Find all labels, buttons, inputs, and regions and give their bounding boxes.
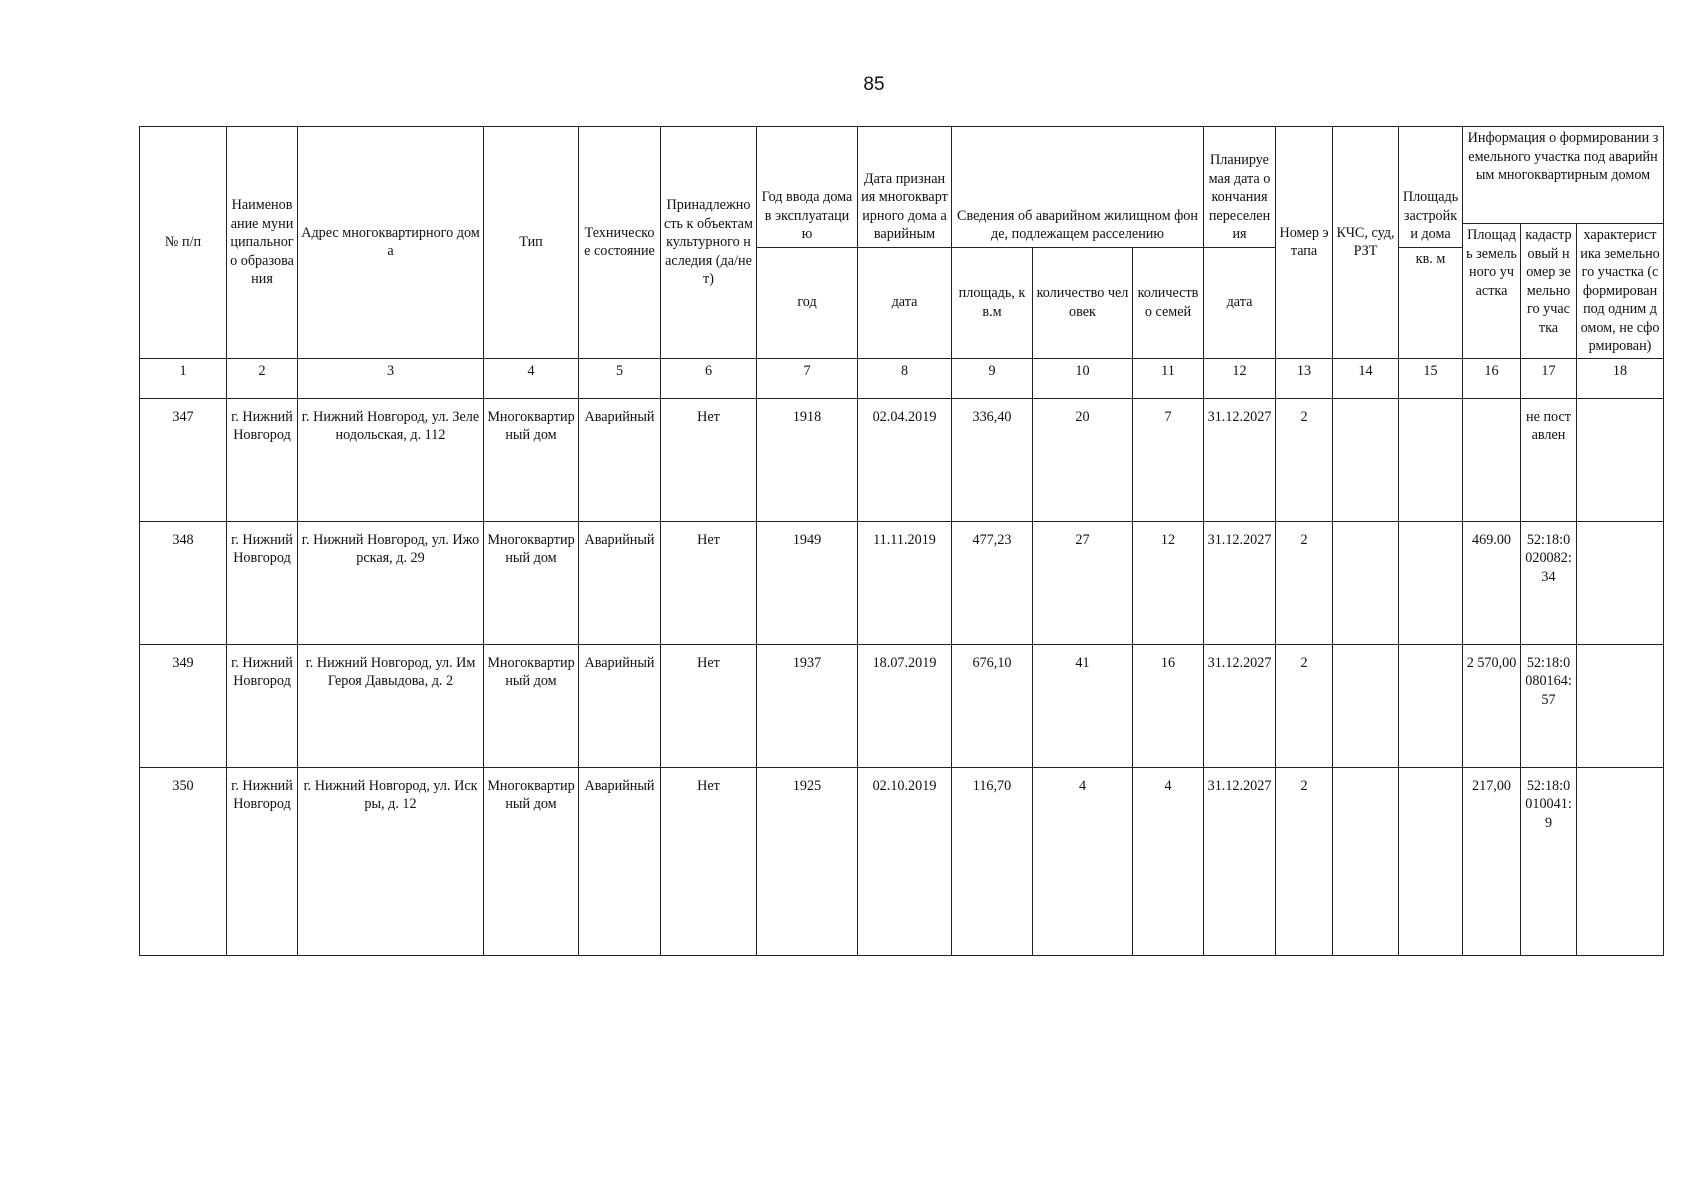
cell-plan-date: 31.12.2027	[1204, 644, 1276, 767]
column-number: 8	[858, 358, 952, 398]
cell-address: г. Нижний Новгород, ул. Искры, д. 12	[298, 767, 484, 955]
cell-plan-date: 31.12.2027	[1204, 398, 1276, 521]
header-kchs: КЧС, суд, РЗТ	[1333, 127, 1399, 359]
cell-plan-date: 31.12.2027	[1204, 767, 1276, 955]
cell-state: Аварийный	[579, 767, 661, 955]
cell-address: г. Нижний Новгород, ул. Ижорская, д. 29	[298, 521, 484, 644]
header-stage: Номер этапа	[1276, 127, 1333, 359]
column-number: 18	[1577, 358, 1664, 398]
column-number: 3	[298, 358, 484, 398]
column-number: 12	[1204, 358, 1276, 398]
column-number-row	[140, 358, 1664, 398]
cell-year: 1949	[757, 521, 858, 644]
table-row	[140, 398, 1664, 521]
sub-plan-date: дата	[1204, 247, 1276, 358]
sub-people: количество человек	[1033, 247, 1133, 358]
cell-year: 1918	[757, 398, 858, 521]
cell-state: Аварийный	[579, 644, 661, 767]
column-number: 10	[1033, 358, 1133, 398]
page-number: 85	[863, 74, 885, 95]
cell-families: 12	[1133, 521, 1204, 644]
cell-date: 02.10.2019	[858, 767, 952, 955]
cell-built-area	[1399, 644, 1463, 767]
cell-stage: 2	[1276, 521, 1333, 644]
cell-stage: 2	[1276, 644, 1333, 767]
cell-municipality: г. Нижний Новгород	[227, 644, 298, 767]
cell-heritage: Нет	[661, 521, 757, 644]
column-number: 11	[1133, 358, 1204, 398]
cell-character	[1577, 644, 1664, 767]
header-recognition-date: Дата признания многоквартирного дома аварийным	[858, 127, 952, 248]
sub-date: дата	[858, 247, 952, 358]
cell-kchs	[1333, 398, 1399, 521]
header-heritage: Принадлежность к объектам культурного наследия (да/нет)	[661, 127, 757, 359]
cell-type: Многоквартирный дом	[484, 398, 579, 521]
cell-no: 350	[140, 767, 227, 955]
header-planned-end: Планируемая дата окончания переселения	[1204, 127, 1276, 248]
cell-land-area	[1463, 398, 1521, 521]
cell-date: 11.11.2019	[858, 521, 952, 644]
cell-type: Многоквартирный дом	[484, 767, 579, 955]
cell-year: 1937	[757, 644, 858, 767]
cell-address: г. Нижний Новгород, ул. Зеленодольская, д. 112	[298, 398, 484, 521]
cell-no: 348	[140, 521, 227, 644]
cell-land-area: 469.00	[1463, 521, 1521, 644]
cell-character	[1577, 398, 1664, 521]
column-number: 5	[579, 358, 661, 398]
header-address: Адрес многоквартирного дома	[298, 127, 484, 359]
table-row	[140, 767, 1664, 955]
column-number: 1	[140, 358, 227, 398]
cell-state: Аварийный	[579, 521, 661, 644]
table-row	[140, 521, 1664, 644]
cell-address: г. Нижний Новгород, ул. Им Героя Давыдова, д. 2	[298, 644, 484, 767]
cell-people: 41	[1033, 644, 1133, 767]
cell-families: 7	[1133, 398, 1204, 521]
cell-heritage: Нет	[661, 644, 757, 767]
header-type: Тип	[484, 127, 579, 359]
header-land-info: Информация о формировании земельного участка под аварийным многоквартирным домом	[1463, 127, 1664, 224]
header-no: № п/п	[140, 127, 227, 359]
header-emergency-fund: Сведения об аварийном жилищном фонде, подлежащем расселению	[952, 127, 1204, 248]
cell-area: 336,40	[952, 398, 1033, 521]
header-municipality: Наименование муниципального образования	[227, 127, 298, 359]
cell-kchs	[1333, 521, 1399, 644]
cell-type: Многоквартирный дом	[484, 521, 579, 644]
cell-stage: 2	[1276, 767, 1333, 955]
cell-year: 1925	[757, 767, 858, 955]
cell-people: 4	[1033, 767, 1133, 955]
header-cadastral: кадастровый номер земельного участка	[1521, 224, 1577, 359]
cell-municipality: г. Нижний Новгород	[227, 398, 298, 521]
column-number: 6	[661, 358, 757, 398]
cell-date: 02.04.2019	[858, 398, 952, 521]
cell-character	[1577, 767, 1664, 955]
cell-cadastral: 52:18:0010041:9	[1521, 767, 1577, 955]
cell-stage: 2	[1276, 398, 1333, 521]
header-technical-state: Техническое состояние	[579, 127, 661, 359]
cell-cadastral: не поставлен	[1521, 398, 1577, 521]
header-land-character: характеристика земельного участка (сформирован под одним домом, не сформирован)	[1577, 224, 1664, 359]
sub-families: количество семей	[1133, 247, 1204, 358]
cell-heritage: Нет	[661, 767, 757, 955]
cell-state: Аварийный	[579, 398, 661, 521]
cell-no: 347	[140, 398, 227, 521]
cell-cadastral: 52:18:0080164:57	[1521, 644, 1577, 767]
table-row	[140, 644, 1664, 767]
cell-character	[1577, 521, 1664, 644]
column-number: 13	[1276, 358, 1333, 398]
column-number: 16	[1463, 358, 1521, 398]
cell-built-area	[1399, 398, 1463, 521]
header-built-area: Площадь застройки дома	[1399, 127, 1463, 248]
sub-area: площадь, кв.м	[952, 247, 1033, 358]
header-year-built: Год ввода дома в эксплуатацию	[757, 127, 858, 248]
column-number: 4	[484, 358, 579, 398]
cell-municipality: г. Нижний Новгород	[227, 521, 298, 644]
cell-heritage: Нет	[661, 398, 757, 521]
cell-no: 349	[140, 644, 227, 767]
cell-cadastral: 52:18:0020082:34	[1521, 521, 1577, 644]
cell-plan-date: 31.12.2027	[1204, 521, 1276, 644]
cell-land-area: 2 570,00	[1463, 644, 1521, 767]
cell-type: Многоквартирный дом	[484, 644, 579, 767]
sub-year: год	[757, 247, 858, 358]
column-number: 7	[757, 358, 858, 398]
cell-families: 4	[1133, 767, 1204, 955]
sub-built-unit: кв. м	[1399, 247, 1463, 358]
emergency-housing-table	[139, 126, 1664, 956]
column-number: 2	[227, 358, 298, 398]
cell-built-area	[1399, 767, 1463, 955]
cell-area: 477,23	[952, 521, 1033, 644]
header-land-area: Площадь земельного участка	[1463, 224, 1521, 359]
cell-area: 116,70	[952, 767, 1033, 955]
column-number: 9	[952, 358, 1033, 398]
cell-families: 16	[1133, 644, 1204, 767]
cell-people: 27	[1033, 521, 1133, 644]
cell-municipality: г. Нижний Новгород	[227, 767, 298, 955]
cell-land-area: 217,00	[1463, 767, 1521, 955]
column-number: 14	[1333, 358, 1399, 398]
header-row-1	[140, 127, 1664, 224]
cell-kchs	[1333, 767, 1399, 955]
cell-built-area	[1399, 521, 1463, 644]
cell-area: 676,10	[952, 644, 1033, 767]
column-number: 15	[1399, 358, 1463, 398]
cell-kchs	[1333, 644, 1399, 767]
column-number: 17	[1521, 358, 1577, 398]
cell-date: 18.07.2019	[858, 644, 952, 767]
cell-people: 20	[1033, 398, 1133, 521]
